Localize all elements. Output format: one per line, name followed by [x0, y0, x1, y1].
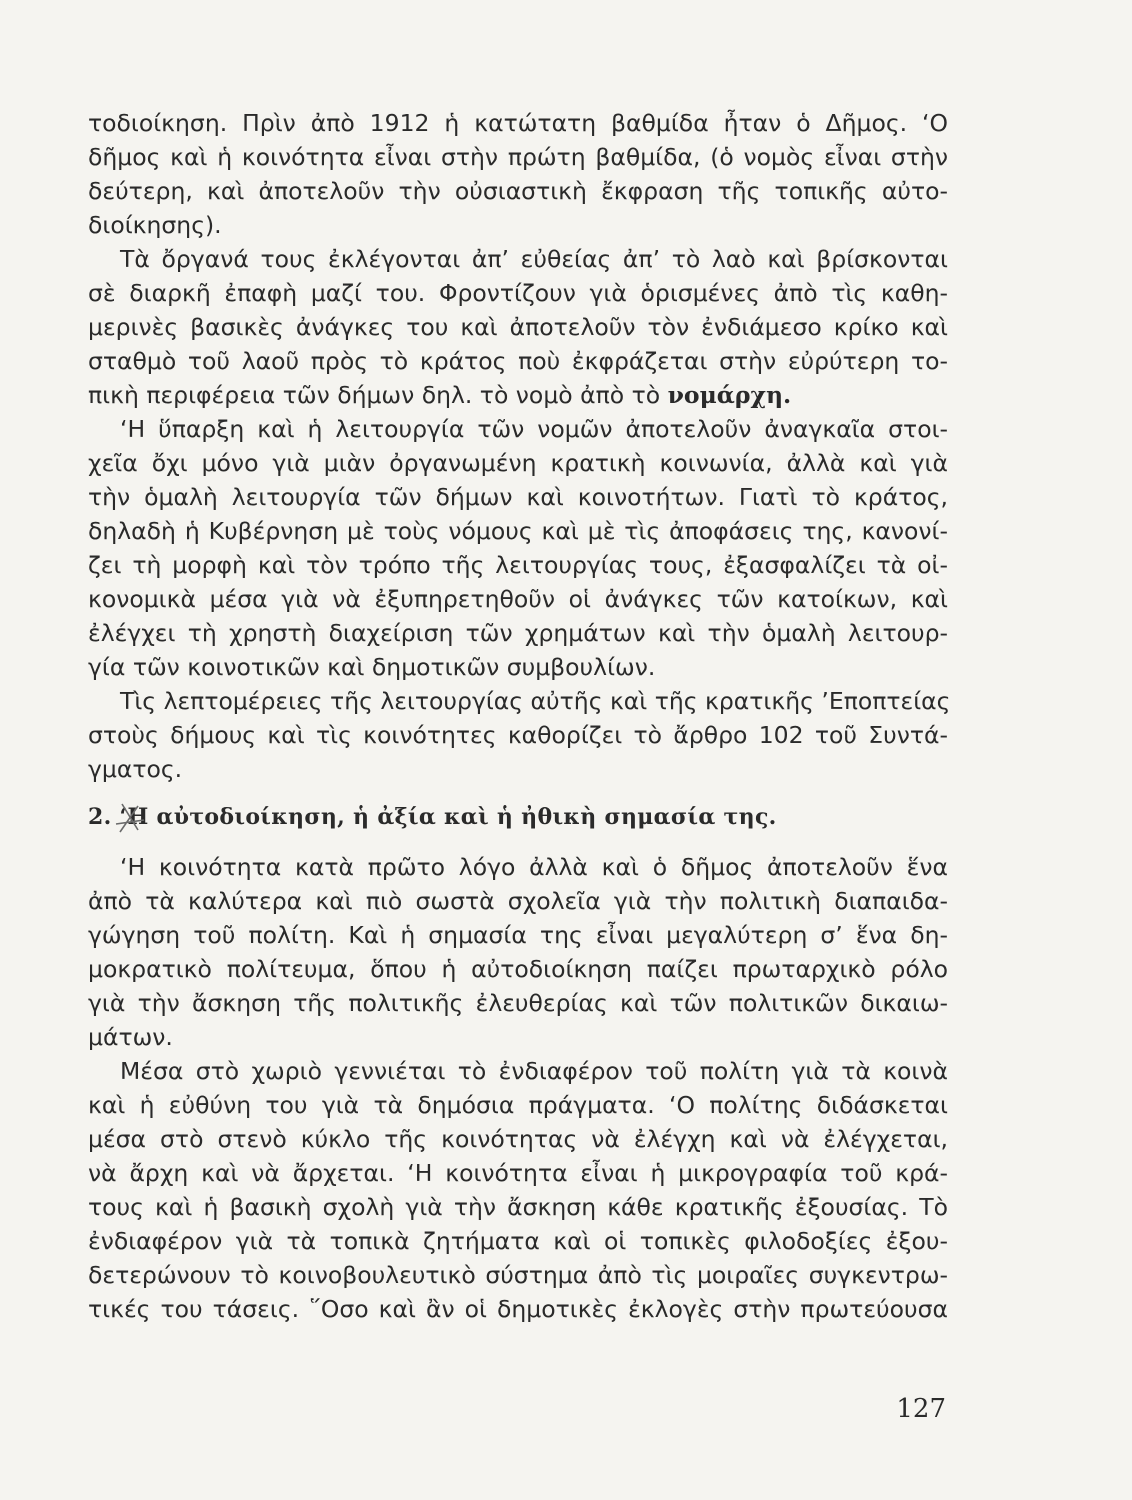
text-line: τὴν ὁμαλὴ λειτουργία τῶν δήμων καὶ κοινοτήτων. Γιατὶ τὸ κράτος,: [88, 483, 948, 511]
text-line: ‘Η ὕπαρξη καὶ ἡ λειτουργία τῶν νομῶν ἀποτελοῦν ἀναγκαῖα στοι-: [120, 415, 948, 443]
text-line: χεῖα ὄχι μόνο γιὰ μιὰν ὀργανωμένη κρατικὴ κοινωνία, ἀλλὰ καὶ γιὰ: [88, 449, 948, 477]
text-line: μοκρατικὸ πολίτευμα, ὅπου ἡ αὐτοδιοίκηση παίζει πρωταρχικὸ ρόλο: [88, 955, 948, 983]
text-line: διοίκησης).: [88, 211, 222, 239]
text-line: Μέσα στὸ χωριὸ γεννιέται τὸ ἐνδιαφέρον τοῦ πολίτη γιὰ τὰ κοινὰ: [120, 1057, 948, 1085]
handwritten-mark: [108, 800, 158, 840]
text-line: κονομικὰ μέσα γιὰ νὰ ἐξυπηρετηθοῦν οἱ ἀνάγκες τῶν κατοίκων, καὶ: [88, 585, 948, 613]
section-heading: 2. ‘Η αὐτοδιοίκηση, ἡ ἀξία καὶ ἡ ἠθικὴ σημασία της.: [88, 804, 777, 830]
text-line: Τὶς λεπτομέρειες τῆς λειτουργίας αὐτῆς καὶ τῆς κρατικῆς ’Εποπτείας: [120, 687, 951, 715]
paragraph: [88, 242, 948, 412]
text-line-part: πικὴ περιφέρεια τῶν δήμων δηλ. τὸ νομὸ ἀπὸ τὸ: [88, 381, 668, 409]
text-line: δετερώνουν τὸ κοινοβουλευτικὸ σύστημα ἀπὸ τὶς μοιραῖες συγκεντρω-: [88, 1261, 948, 1289]
text-line: ἐνδιαφέρον γιὰ τὰ τοπικὰ ζητήματα καὶ οἱ τοπικὲς φιλοδοξίες ἐξου-: [88, 1227, 948, 1255]
text-line: μέσα στὸ στενὸ κύκλο τῆς κοινότητας νὰ ἐλέγχη καὶ νὰ ἐλέγχεται,: [88, 1125, 948, 1153]
text-line: σὲ διαρκῆ ἐπαφὴ μαζί του. Φροντίζουν γιὰ ὁρισμένες ἀπὸ τὶς καθη-: [88, 279, 948, 307]
text-line: γώγηση τοῦ πολίτη. Καὶ ἡ σημασία της εἶναι μεγαλύτερη σ’ ἕνα δη-: [88, 921, 948, 949]
text-line: ‘Η κοινότητα κατὰ πρῶτο λόγο ἀλλὰ καὶ ὁ δῆμος ἀποτελοῦν ἕνα: [120, 853, 948, 881]
text-line: τικές του τάσεις. ῞Οσο καὶ ἂν οἱ δημοτικὲς ἐκλογὲς στὴν πρωτεύουσα: [88, 1295, 948, 1323]
text-line: τους καὶ ἡ βασικὴ σχολὴ γιὰ τὴν ἄσκηση κάθε κρατικῆς ἐξουσίας. Τὸ: [88, 1193, 948, 1221]
page-number: 127: [896, 1394, 946, 1424]
paragraph: [88, 412, 948, 684]
text-line: δηλαδὴ ἡ Κυβέρνηση μὲ τοὺς νόμους καὶ μὲ τὶς ἀποφάσεις της, κανονί-: [88, 517, 948, 545]
body-text: [88, 106, 951, 1326]
text-line: γιὰ τὴν ἄσκηση τῆς πολιτικῆς ἐλευθερίας καὶ τῶν πολιτικῶν δικαιω-: [88, 989, 948, 1017]
text-line: δῆμος καὶ ἡ κοινότητα εἶναι στὴν πρώτη βαθμίδα, (ὁ νομὸς εἶναι στὴν: [88, 143, 948, 171]
paragraph: [88, 106, 948, 242]
text-line: στοὺς δήμους καὶ τὶς κοινότητες καθορίζει τὸ ἄρθρο 102 τοῦ Συντά-: [88, 721, 948, 749]
text-line: [88, 378, 948, 412]
paragraph: [88, 850, 948, 1054]
text-line: Τὰ ὄργανά τους ἐκλέγονται ἀπ’ εὐθείας ἀπ’ τὸ λαὸ καὶ βρίσκονται: [120, 245, 948, 273]
text-line: ζει τὴ μορφὴ καὶ τὸν τρόπο τῆς λειτουργίας τους, ἐξασφαλίζει τὰ οἰ-: [88, 551, 948, 579]
text-line: ἀπὸ τὰ καλύτερα καὶ πιὸ σωστὰ σχολεῖα γιὰ τὴν πολιτικὴ διαπαιδα-: [88, 887, 948, 915]
text-line: γματος.: [88, 755, 183, 783]
paragraph: [88, 1054, 948, 1326]
text-line: καὶ ἡ εὐθύνη του γιὰ τὰ δημόσια πράγματα. ‘Ο πολίτης διδάσκεται: [88, 1091, 948, 1119]
text-line: σταθμὸ τοῦ λαοῦ πρὸς τὸ κράτος ποὺ ἐκφράζεται στὴν εὐρύτερη το-: [88, 347, 948, 375]
text-line: ἐλέγχει τὴ χρηστὴ διαχείριση τῶν χρημάτων καὶ τὴν ὁμαλὴ λειτουρ-: [88, 619, 948, 647]
text-line: γία τῶν κοινοτικῶν καὶ δημοτικῶν συμβουλίων.: [88, 653, 656, 681]
text-line: τοδιοίκηση. Πρὶν ἀπὸ 1912 ἡ κατώτατη βαθμίδα ἦταν ὁ Δῆμος. ‘Ο: [88, 109, 948, 137]
bold-term: νομάρχη.: [667, 381, 792, 409]
text-line: μερινὲς βασικὲς ἀνάγκες του καὶ ἀποτελοῦν τὸν ἐνδιάμεσο κρίκο καὶ: [88, 313, 948, 341]
paragraph: [88, 684, 951, 786]
text-line: δεύτερη, καὶ ἀποτελοῦν τὴν οὐσιαστικὴ ἔκφραση τῆς τοπικῆς αὐτο-: [88, 177, 948, 205]
text-line: νὰ ἄρχη καὶ νὰ ἄρχεται. ‘Η κοινότητα εἶναι ἡ μικρογραφία τοῦ κρά-: [88, 1159, 948, 1187]
text-line: μάτων.: [88, 1023, 173, 1051]
